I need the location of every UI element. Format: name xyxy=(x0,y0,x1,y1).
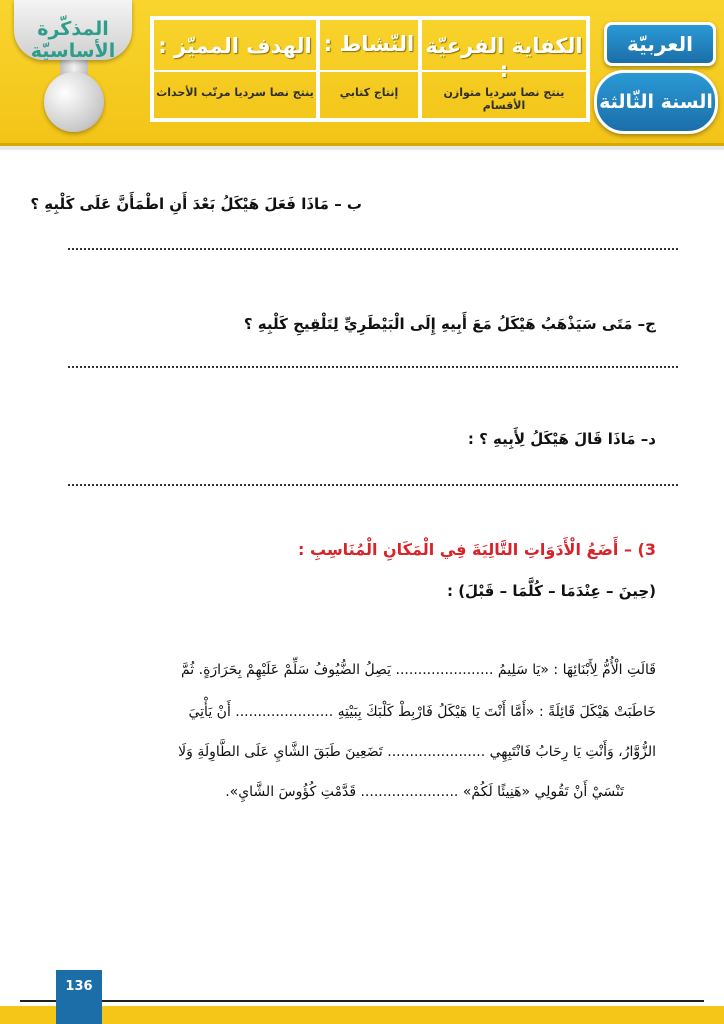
competence-cell xyxy=(420,18,588,120)
logo-ball xyxy=(44,72,104,132)
exercise-3-line-3: الزُّوَّارُ، وَأَنْتِ يَا رِحَابُ فَانْتَبِهِي ...................... تَضَعِينَ طَبَقَ الشَّايِ عَلَى الطَّاوِلَةِ وَلَا xyxy=(178,744,656,760)
activity-title: النّشاط : xyxy=(323,32,415,56)
footer-rule xyxy=(20,1000,704,1002)
goal-title: الهدف المميّز : xyxy=(158,34,312,58)
question-c: ج– مَتَى سَيَذْهَبُ هَيْكَلُ مَعَ أَبِيهِ إِلَى الْبَيْطَرِيِّ لِتَلْقِيحِ كَلْبِهِ ؟ xyxy=(243,315,656,333)
answer-line-c[interactable] xyxy=(68,366,678,368)
exercise-3-line-2: خَاطَبَتْ هَيْكَلَ قَائِلَةً : «أَمَّا أَنْتَ يَا هَيْكَلُ فَارْبِطْ كَلْبَكَ بِبَيْتِهِ ...................... أَنْ يَأْتِيَ xyxy=(188,704,656,720)
question-b: ب – مَاذَا فَعَلَ هَيْكَلُ بَعْدَ أَنِ اطْمَأَنَّ عَلَى كَلْبِهِ ؟ xyxy=(30,195,362,213)
activity-cell xyxy=(318,18,420,120)
grade-badge: السنة الثّالثة xyxy=(594,70,718,134)
goal-value: ينتج نصا سرديا مرتّب الأحداث xyxy=(156,86,314,99)
competence-value: ينتج نصا سرديا متوازن الأقسام xyxy=(443,86,565,112)
exercise-3-line-1: قَالَتِ الْأُمُّ لِأَبْنَائِهَا : «يَا سَلِيمُ ...................... يَصِلُ الضُّيُوفُ سَلِّمْ عَلَيْهِمْ بِحَرَارَةٍ. ثُمَّ xyxy=(180,662,656,678)
exercise-3-tools: (حِينَ – عِنْدَمَا – كُلَّمَا – قَبْلَ) : xyxy=(446,582,656,600)
subject-badge: العربيّة xyxy=(604,22,716,66)
competence-title: الكفاية الفرعيّة : xyxy=(425,34,583,82)
info-table-divider xyxy=(152,70,588,72)
exercise-3-title: 3) – أَضَعُ الْأَدَوَاتِ التَّالِيَةَ فِي الْمَكَانِ الْمُنَاسِبِ : xyxy=(298,540,656,559)
question-d: د– مَاذَا قَالَ هَيْكَلُ لِأَبِيهِ ؟ : xyxy=(467,430,656,448)
info-table xyxy=(150,16,590,122)
page-number: 136 xyxy=(56,970,102,1024)
answer-line-b[interactable] xyxy=(68,248,678,250)
logo-label: المذكّرة الأساسيّة xyxy=(30,18,116,62)
exercise-3-line-4: تَنْسَيْ أَنْ تَقُولِي «هَنِيئًا لَكُمْ» ...................... قَدَّمْتِ كُؤُوسَ الشَّايِ». xyxy=(225,784,624,800)
answer-line-d[interactable] xyxy=(68,484,678,486)
logo-tab xyxy=(14,0,132,60)
activity-value: إنتاج كتابي xyxy=(339,86,399,99)
header-divider xyxy=(0,146,724,150)
footer-band xyxy=(0,1006,724,1024)
goal-cell xyxy=(152,18,318,120)
